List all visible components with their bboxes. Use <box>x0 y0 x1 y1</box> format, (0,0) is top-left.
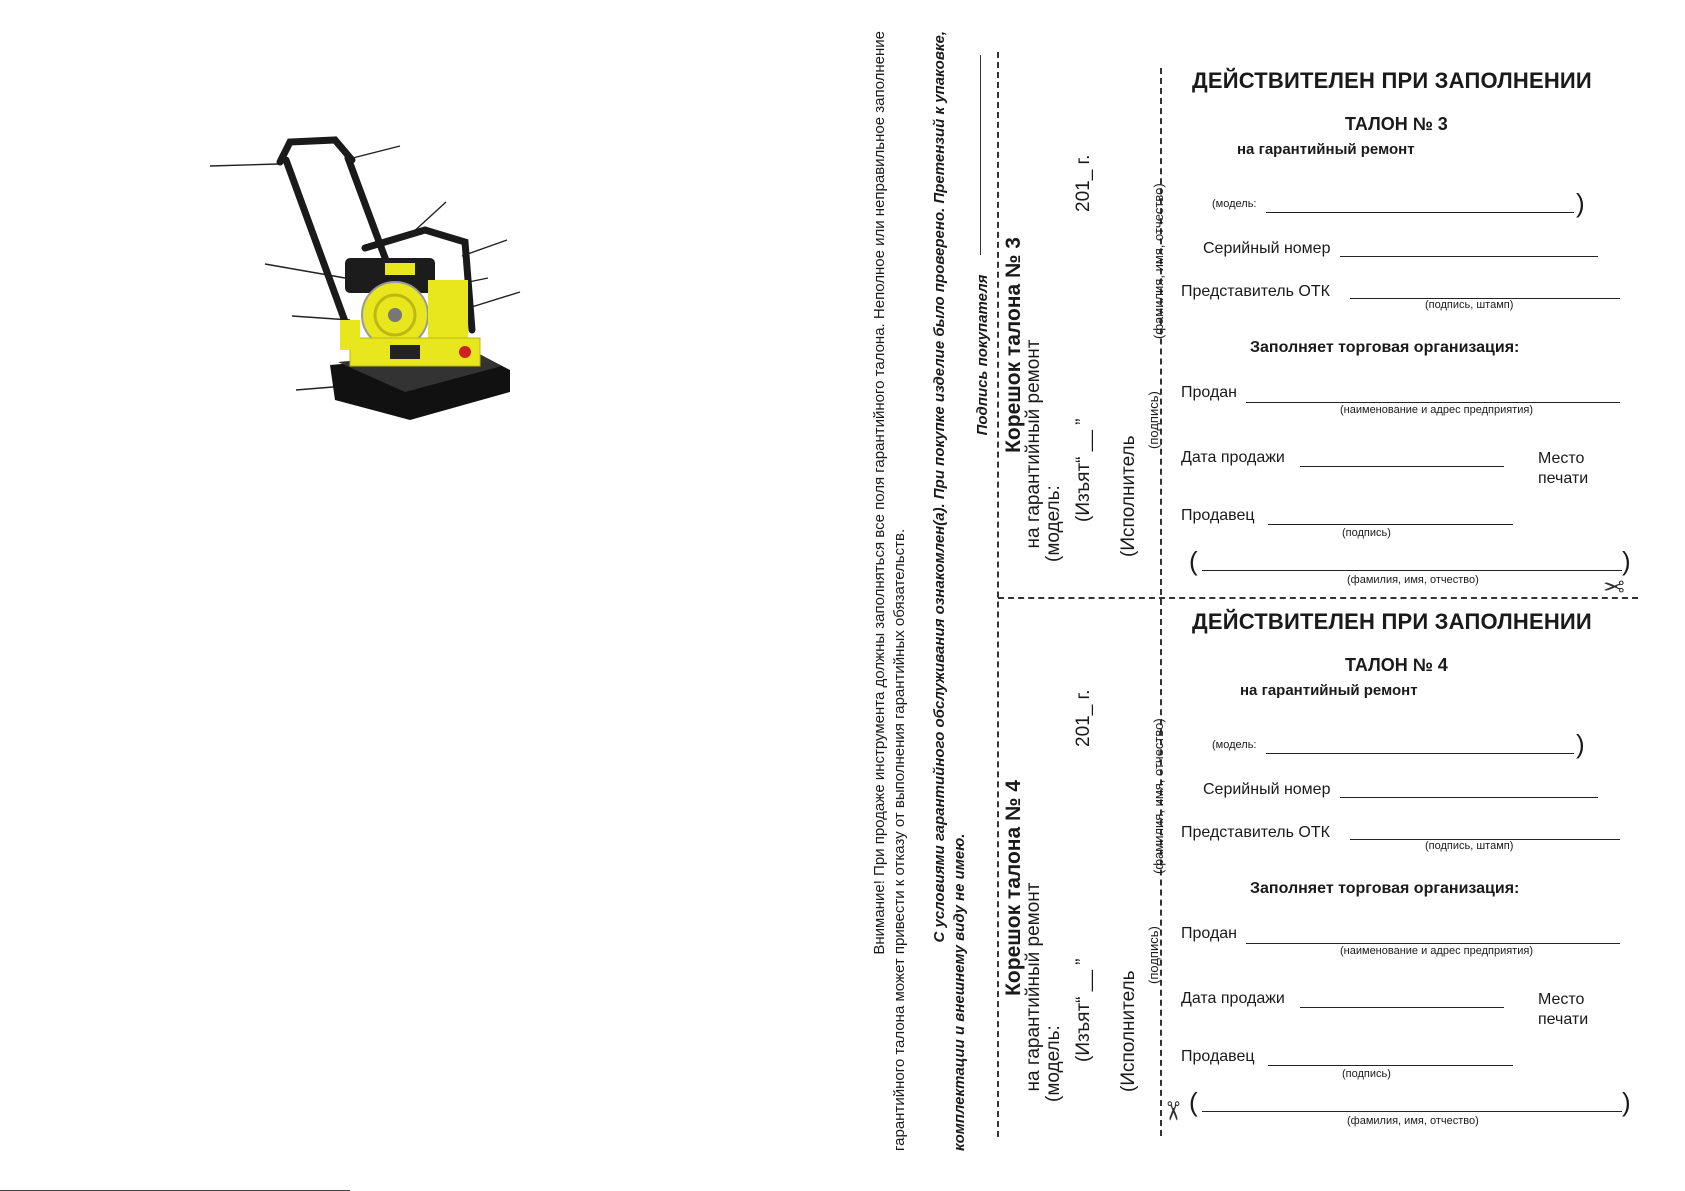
stub-3-sign-hint: (подпись) <box>1146 391 1161 449</box>
warning-line-3: С условиями гарантийного обслуживания ознакомлен(а). При покупке изделие было проверено. Претензий к упаковке, <box>931 31 948 943</box>
coupon-4-sold-input[interactable] <box>1246 943 1620 944</box>
stub-3-subtitle: на гарантийный ремонт <box>1023 339 1044 549</box>
cut-line-left <box>997 52 999 1137</box>
stub-4-sign-hint: (подпись) <box>1146 926 1161 984</box>
coupon-4-name-hint: (фамилия, имя, отчество) <box>1347 1115 1479 1127</box>
stub-3-model: (модель: <box>1043 485 1064 562</box>
scissors-icon: ✂ <box>1157 1100 1188 1122</box>
coupon-3-title: ТАЛОН № 3 <box>1345 114 1448 134</box>
coupon-3-otk-label: Представитель ОТК <box>1181 283 1330 300</box>
coupon-4-otk-label: Представитель ОТК <box>1181 824 1330 841</box>
stub-4-name-hint: (фамилия, имя, отчество) <box>1151 718 1166 874</box>
coupon-3-subtitle: на гарантийный ремонт <box>1237 141 1415 158</box>
stub-3-name-hint: (фамилия, имя, отчество) <box>1151 183 1166 339</box>
stub-4-executor: (Исполнитель <box>1118 970 1139 1092</box>
coupon-4-sold-label: Продан <box>1181 925 1238 942</box>
coupon-3-model-input[interactable] <box>1266 212 1574 213</box>
coupon-3-serial-input[interactable] <box>1340 256 1598 257</box>
coupon-4-name-open-paren: ( <box>1189 1087 1198 1117</box>
coupon-4-title: ТАЛОН № 4 <box>1345 655 1448 675</box>
warning-line-1: Внимание! При продаже инструмента должны заполняться все поля гарантийного талона. Неполное или неправильное заполнение <box>871 31 888 955</box>
coupon-4-model-label: (модель: <box>1212 739 1257 751</box>
coupon-4-model-input[interactable] <box>1266 753 1574 754</box>
coupon-4-otk-hint: (подпись, штамп) <box>1425 840 1514 852</box>
coupon-3-otk-hint: (подпись, штамп) <box>1425 299 1514 311</box>
coupon-4-seller-input[interactable] <box>1268 1065 1513 1066</box>
coupon-3-name-open-paren: ( <box>1189 546 1198 576</box>
coupon-4-seller-label: Продавец <box>1181 1048 1255 1065</box>
warning-line-4: комплектации и внешнему виду не имею. <box>951 833 968 1151</box>
coupon-4-trade-org: Заполняет торговая организация: <box>1250 880 1520 897</box>
coupon-3-seller-hint: (подпись) <box>1342 527 1391 539</box>
cut-line-horizontal <box>998 597 1638 599</box>
stub-4-title: Корешок талона № 4 <box>1002 780 1025 996</box>
coupon-4-name-input[interactable] <box>1202 1111 1622 1112</box>
stub-4-year: 201_ г. <box>1073 689 1094 747</box>
coupon-4-sale-date-input[interactable] <box>1300 1007 1504 1008</box>
coupon-3-model-close-paren: ) <box>1576 188 1585 218</box>
stub-3-year: 201_ г. <box>1073 154 1094 212</box>
coupon-3-serial-label: Серийный номер <box>1203 240 1331 257</box>
buyer-signature-label: Подпись покупателя <box>974 274 991 436</box>
stub-4-seized: (Изъят“ __ ” <box>1073 958 1094 1062</box>
signature-line <box>980 55 981 255</box>
coupon-4-sale-date-label: Дата продажи <box>1181 990 1285 1007</box>
coupon-3-stamp-place-1: Место <box>1538 450 1585 467</box>
stub-4-subtitle: на гарантийный ремонт <box>1023 882 1044 1092</box>
coupon-3-stamp-place-2: печати <box>1538 470 1589 487</box>
coupon-4-subtitle: на гарантийный ремонт <box>1240 682 1418 699</box>
coupon-3-sold-label: Продан <box>1181 384 1238 401</box>
coupon-3-seller-input[interactable] <box>1268 524 1513 525</box>
coupon-3-seller-label: Продавец <box>1181 507 1255 524</box>
stub-3-executor: (Исполнитель <box>1118 435 1139 557</box>
coupon-3-name-input[interactable] <box>1202 570 1622 571</box>
coupon-3-sale-date-label: Дата продажи <box>1181 449 1285 466</box>
coupon-4-sold-hint: (наименование и адрес предприятия) <box>1340 945 1533 957</box>
coupon-4-name-close-paren: ) <box>1622 1087 1631 1117</box>
coupon-4-serial-input[interactable] <box>1340 797 1598 798</box>
coupon-3-sold-hint: (наименование и адрес предприятия) <box>1340 404 1533 416</box>
coupon-3-header: ДЕЙСТВИТЕЛЕН ПРИ ЗАПОЛНЕНИИ <box>1192 68 1592 93</box>
stub-4-model: (модель: <box>1043 1025 1064 1102</box>
scissors-icon: ✂ <box>1603 572 1625 602</box>
coupon-3-trade-org: Заполняет торговая организация: <box>1250 339 1520 356</box>
warning-line-2: гарантийного талона может привести к отказу от выполнения гарантийных обязательств. <box>891 528 908 1151</box>
coupon-4-stamp-place-1: Место <box>1538 991 1585 1008</box>
coupon-3-name-hint: (фамилия, имя, отчество) <box>1347 574 1479 586</box>
coupon-4-model-close-paren: ) <box>1576 729 1585 759</box>
coupon-4-stamp-place-2: печати <box>1538 1011 1589 1028</box>
coupon-3-sale-date-input[interactable] <box>1300 466 1504 467</box>
coupon-4-header: ДЕЙСТВИТЕЛЕН ПРИ ЗАПОЛНЕНИИ <box>1192 609 1592 634</box>
coupon-3-name-close-paren: ) <box>1622 546 1631 576</box>
coupon-4-serial-label: Серийный номер <box>1203 781 1331 798</box>
stub-3-seized: (Изъят“ __ ” <box>1073 418 1094 522</box>
coupon-3-model-label: (модель: <box>1212 198 1257 210</box>
stub-3-title: Корешок талона № 3 <box>1002 237 1025 453</box>
coupon-4-seller-hint: (подпись) <box>1342 1068 1391 1080</box>
plate-compactor-illustration <box>210 130 550 460</box>
coupon-3-sold-input[interactable] <box>1246 402 1620 403</box>
